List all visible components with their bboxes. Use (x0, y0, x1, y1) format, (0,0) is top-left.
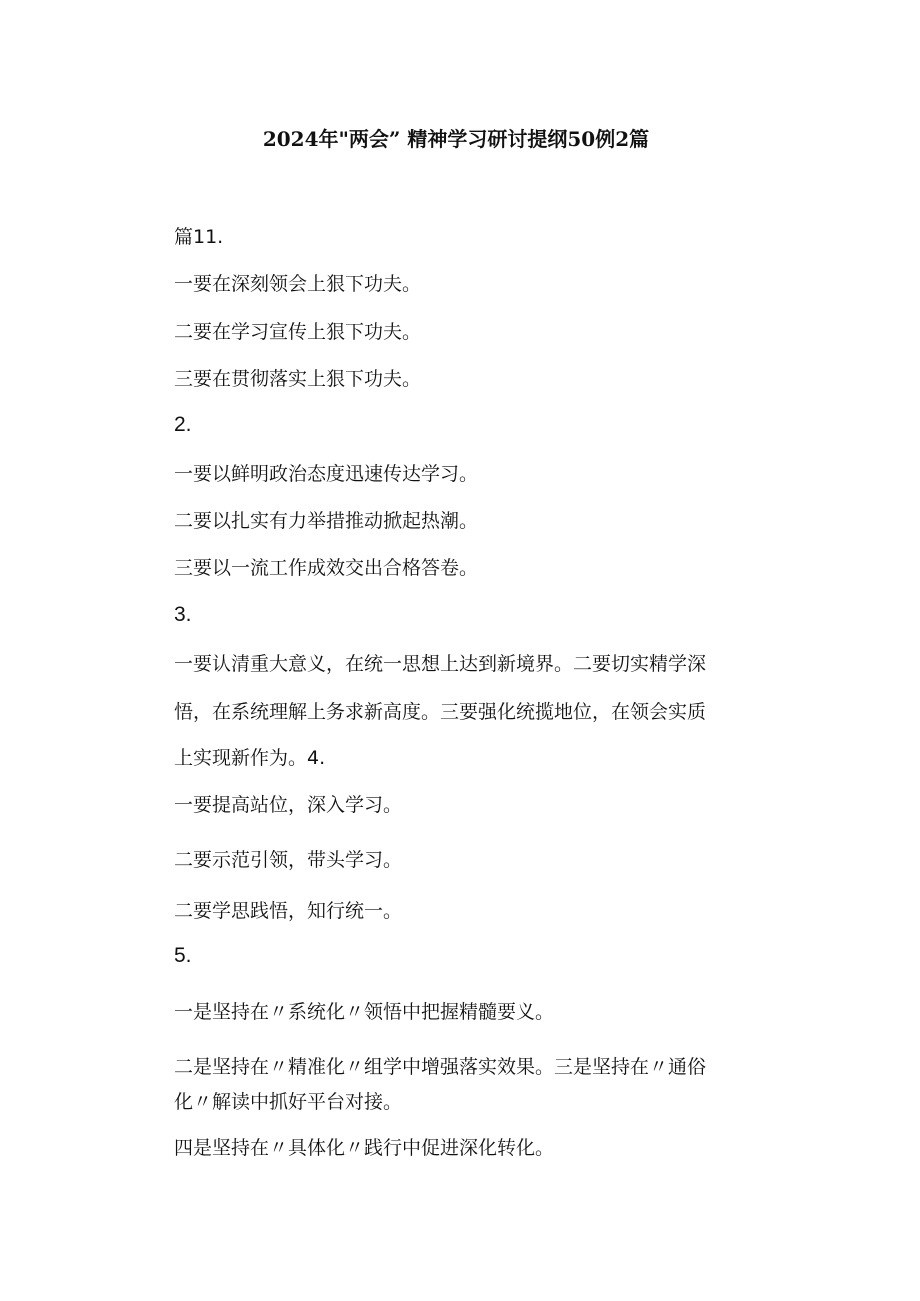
document-title: 2024年"两会” 精神学习研讨提纲50例2篇 (262, 127, 650, 151)
paragraph-line: 二要在学习宣传上狠下功夫。 (174, 321, 422, 343)
section-1-heading: 篇11. (174, 226, 224, 248)
paragraph-line: 三要以一流工作成效交出合格答卷。 (174, 557, 479, 579)
paragraph-line: 化〃解读中抓好平台对接。 (174, 1091, 403, 1113)
paragraph-line: 二要示范引领，带头学习。 (174, 849, 403, 871)
paragraph-line: 一要以鲜明政治态度迅速传达学习。 (174, 463, 479, 485)
paragraph-line: 二要以扎实有力举措推动掀起热潮。 (174, 510, 479, 532)
paragraph-line: 三要在贯彻落实上狠下功夫。 (174, 368, 422, 390)
paragraph-line: 一要认清重大意义，在统一思想上达到新境界。二要切实精学深 (174, 653, 707, 675)
section-2-number: 2. (174, 413, 192, 436)
paragraph-line: 一要提高站位，深入学习。 (174, 794, 403, 816)
paragraph-line: 一是坚持在〃系统化〃领悟中把握精髓要义。 (174, 1001, 555, 1023)
paragraph-line: 上实现新作为。4. (174, 747, 326, 769)
paragraph-line: 二是坚持在〃精准化〃组学中增强落实效果。三是坚持在〃通俗 (174, 1056, 707, 1078)
section-3-number: 3. (174, 603, 192, 626)
paragraph-line: 四是坚持在〃具体化〃践行中促进深化转化。 (174, 1137, 555, 1159)
paragraph-line: 悟，在系统理解上务求新高度。三要强化统揽地位，在领会实质 (174, 701, 707, 723)
paragraph-line: 二要学思践悟，知行统一。 (174, 900, 403, 922)
section-5-number: 5. (174, 944, 192, 967)
paragraph-line: 一要在深刻领会上狠下功夫。 (174, 273, 422, 295)
